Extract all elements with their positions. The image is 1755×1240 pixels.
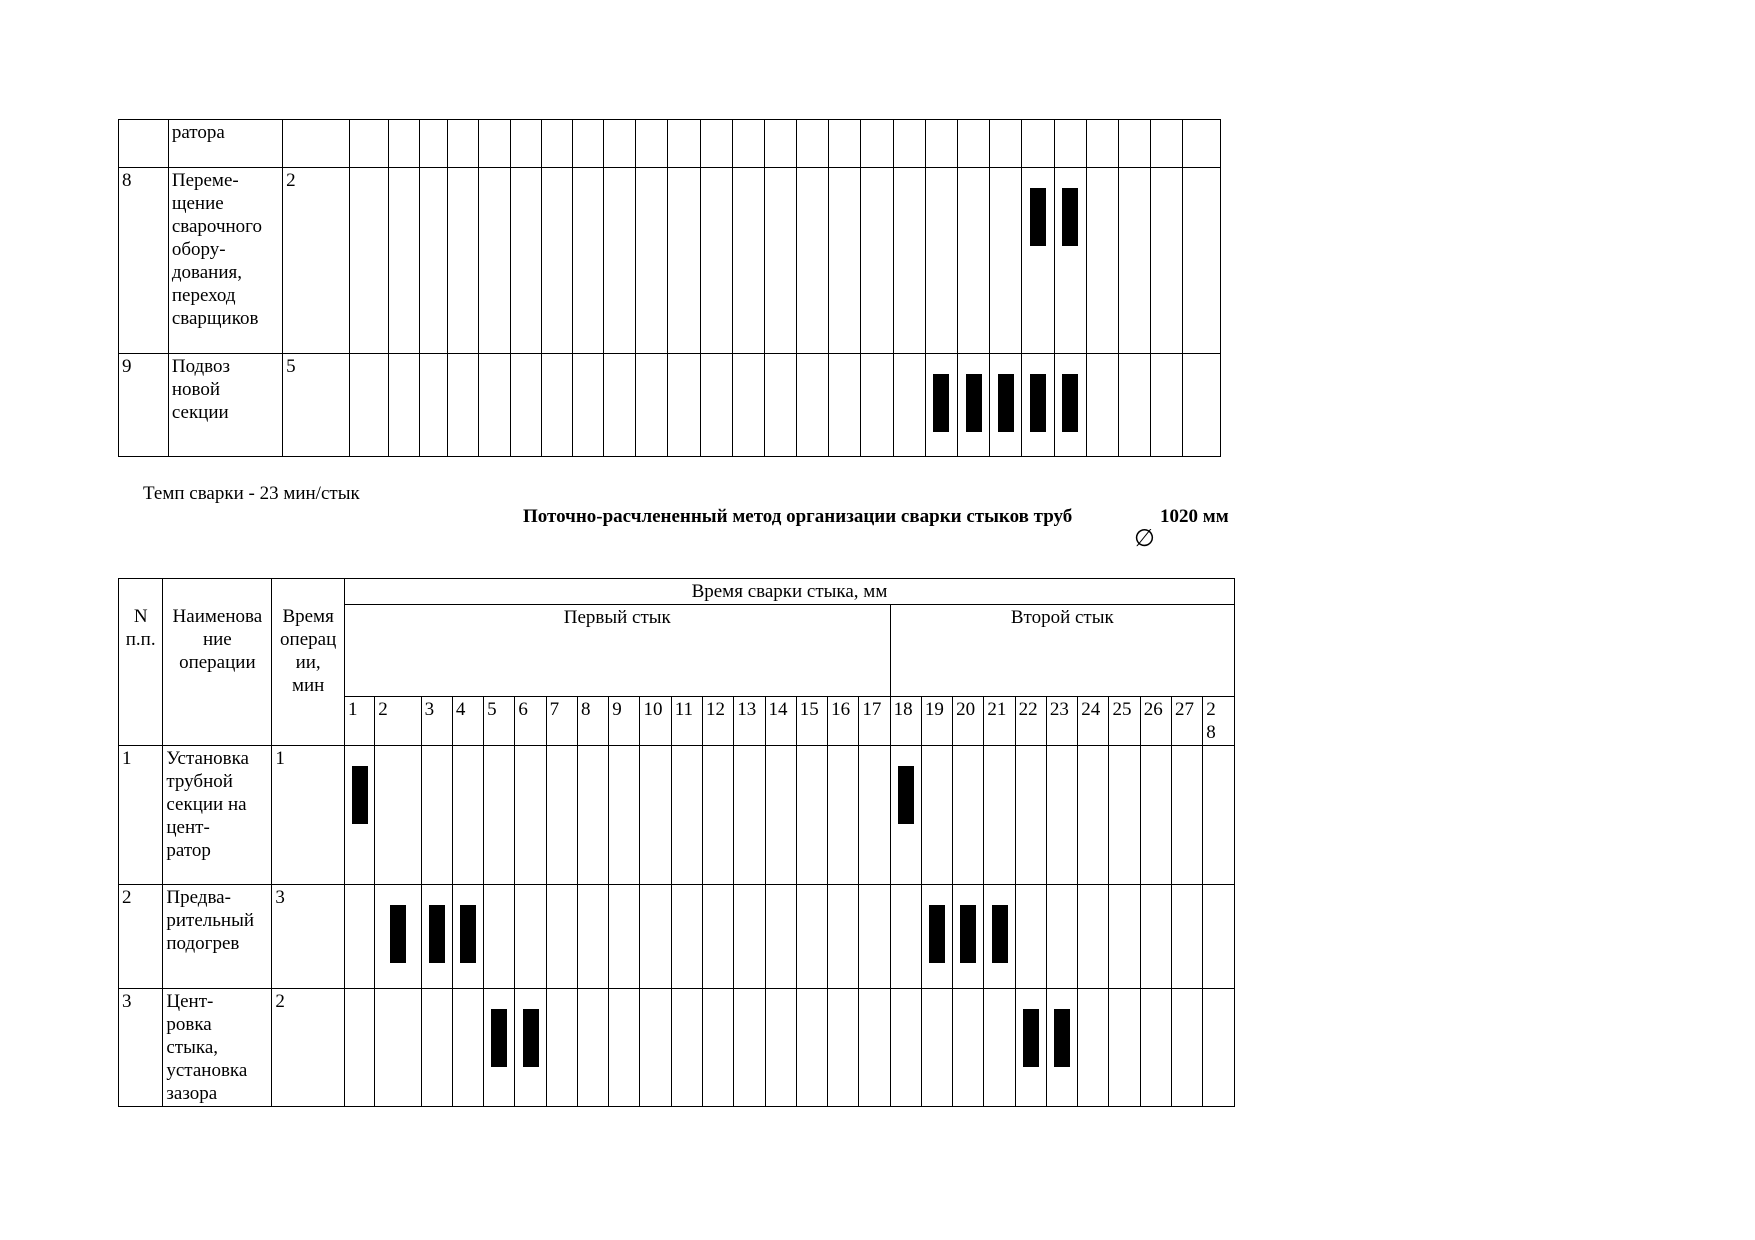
pipe-diameter: 1020 мм (1160, 506, 1229, 527)
gantt-bar (1062, 374, 1078, 432)
operation-name: Подвоз новой секции (168, 354, 282, 457)
time-cell-22 (1022, 120, 1054, 168)
time-cell-4 (448, 354, 479, 457)
column-number: 10 (640, 697, 671, 746)
gantt-bar (1030, 374, 1046, 432)
time-cell-11 (671, 885, 702, 989)
time-cell-2 (389, 120, 420, 168)
gantt-bar (960, 905, 976, 963)
gantt-bar (491, 1009, 507, 1067)
time-cell-28 (1203, 885, 1235, 989)
time-cell-4 (448, 120, 479, 168)
time-cell-11 (668, 168, 700, 354)
time-cell-9 (609, 989, 640, 1107)
time-cell-8 (577, 989, 608, 1107)
gantt-bar (390, 905, 406, 963)
time-cell-19 (921, 885, 952, 989)
time-cell-25 (1109, 885, 1140, 989)
main-schedule-table (118, 578, 1235, 1107)
column-number: 24 (1078, 697, 1109, 746)
gantt-bar (929, 905, 945, 963)
time-cell-11 (668, 354, 700, 457)
gantt-bar (998, 374, 1014, 432)
time-cell-7 (541, 354, 572, 457)
time-cell-27 (1171, 885, 1202, 989)
time-cell-13 (732, 120, 764, 168)
time-cell-25 (1109, 989, 1140, 1107)
time-cell-2 (375, 746, 421, 885)
time-cell-14 (765, 989, 796, 1107)
column-number: 3 (421, 697, 452, 746)
time-cell-10 (636, 168, 668, 354)
time-cell-12 (700, 168, 732, 354)
time-cell-10 (640, 989, 671, 1107)
table-row (119, 120, 1221, 168)
time-cell-8 (577, 885, 608, 989)
time-cell-5 (484, 885, 515, 989)
time-cell-8 (577, 746, 608, 885)
time-cell-7 (546, 746, 577, 885)
time-cell-1 (349, 120, 388, 168)
time-cell-10 (636, 354, 668, 457)
time-cell-14 (765, 885, 796, 989)
time-cell-2 (389, 354, 420, 457)
time-cell-15 (796, 885, 827, 989)
time-cell-1 (344, 989, 374, 1107)
time-cell-16 (828, 989, 859, 1107)
time-cell-19 (925, 354, 957, 457)
time-cell-18 (893, 354, 925, 457)
time-cell-5 (479, 354, 510, 457)
operation-name: Цент- ровка стыка, установка зазора (163, 989, 272, 1107)
gantt-bar (992, 905, 1008, 963)
time-cell-22 (1015, 746, 1046, 885)
time-cell-22 (1015, 885, 1046, 989)
header-second-joint: Второй стык (890, 605, 1234, 697)
time-cell-27 (1183, 354, 1221, 457)
gantt-bar (523, 1009, 539, 1067)
time-cell-8 (572, 354, 603, 457)
header-number: N п.п. (119, 579, 163, 746)
column-number: 8 (577, 697, 608, 746)
time-cell-25 (1118, 354, 1150, 457)
time-cell-13 (732, 354, 764, 457)
time-cell-9 (609, 746, 640, 885)
time-cell-11 (668, 120, 700, 168)
time-cell-24 (1078, 746, 1109, 885)
time-cell-16 (829, 120, 861, 168)
time-cell-16 (829, 168, 861, 354)
time-cell-2 (389, 168, 420, 354)
time-cell-13 (734, 989, 765, 1107)
time-cell-24 (1086, 168, 1118, 354)
time-cell-13 (734, 746, 765, 885)
time-cell-25 (1118, 168, 1150, 354)
table-row (119, 885, 1235, 989)
diameter-symbol: ∅ (1134, 526, 1155, 552)
column-number: 12 (703, 697, 734, 746)
column-number: 16 (828, 697, 859, 746)
operation-time: 3 (272, 885, 345, 989)
time-cell-17 (859, 746, 890, 885)
gantt-bar (460, 905, 476, 963)
header-operation-time: Время операц ии, мин (272, 579, 345, 746)
time-cell-20 (958, 354, 990, 457)
time-cell-9 (603, 168, 635, 354)
time-cell-7 (541, 120, 572, 168)
header-operation-name: Наименова ние операции (163, 579, 272, 746)
operation-name: ратора (168, 120, 282, 168)
time-cell-21 (984, 746, 1015, 885)
time-cell-4 (452, 989, 483, 1107)
time-cell-20 (953, 989, 984, 1107)
time-cell-27 (1171, 989, 1202, 1107)
time-cell-23 (1046, 989, 1077, 1107)
time-cell-21 (984, 989, 1015, 1107)
time-cell-1 (344, 885, 374, 989)
time-cell-6 (510, 168, 541, 354)
time-cell-6 (510, 354, 541, 457)
operation-name: Переме- щение сварочного обору- дования, переход сварщиков (168, 168, 282, 354)
time-cell-14 (764, 354, 796, 457)
time-cell-12 (703, 746, 734, 885)
time-cell-13 (734, 885, 765, 989)
column-number: 15 (796, 697, 827, 746)
time-cell-4 (452, 746, 483, 885)
time-cell-20 (953, 746, 984, 885)
time-cell-23 (1054, 120, 1086, 168)
time-cell-23 (1054, 354, 1086, 457)
time-cell-18 (893, 120, 925, 168)
column-number: 4 (452, 697, 483, 746)
time-cell-16 (829, 354, 861, 457)
operation-name: Установка трубной секции на цент- ратор (163, 746, 272, 885)
time-cell-22 (1022, 354, 1054, 457)
column-number: 21 (984, 697, 1015, 746)
time-cell-5 (484, 746, 515, 885)
time-cell-23 (1046, 885, 1077, 989)
time-cell-20 (958, 168, 990, 354)
time-cell-26 (1151, 168, 1183, 354)
time-cell-19 (925, 120, 957, 168)
time-cell-26 (1151, 120, 1183, 168)
column-number: 17 (859, 697, 890, 746)
gantt-bar (966, 374, 982, 432)
time-cell-3 (421, 989, 452, 1107)
row-number: 8 (119, 168, 169, 354)
time-cell-23 (1046, 746, 1077, 885)
row-number: 1 (119, 746, 163, 885)
time-cell-12 (703, 885, 734, 989)
time-cell-17 (861, 168, 893, 354)
time-cell-26 (1140, 885, 1171, 989)
column-number: 13 (734, 697, 765, 746)
time-cell-26 (1140, 746, 1171, 885)
column-number: 2 (375, 697, 421, 746)
time-cell-9 (603, 120, 635, 168)
gantt-bar (1062, 188, 1078, 246)
time-cell-10 (640, 885, 671, 989)
time-cell-9 (603, 354, 635, 457)
operation-name: Предва- рительный подогрев (163, 885, 272, 989)
time-cell-14 (765, 746, 796, 885)
gantt-bar (352, 766, 368, 824)
time-cell-21 (990, 120, 1022, 168)
time-cell-24 (1086, 354, 1118, 457)
time-cell-3 (421, 885, 452, 989)
time-cell-1 (344, 746, 374, 885)
time-cell-7 (541, 168, 572, 354)
time-cell-14 (764, 168, 796, 354)
time-cell-2 (375, 885, 421, 989)
time-cell-8 (572, 168, 603, 354)
column-number: 2 8 (1203, 697, 1235, 746)
time-cell-28 (1203, 989, 1235, 1107)
time-cell-17 (861, 120, 893, 168)
column-number: 11 (671, 697, 702, 746)
time-cell-3 (420, 168, 448, 354)
header-welding-time: Время сварки стыка, мм (344, 579, 1234, 605)
time-cell-12 (700, 120, 732, 168)
time-cell-18 (890, 885, 921, 989)
time-cell-16 (828, 746, 859, 885)
time-cell-5 (484, 989, 515, 1107)
table-row (119, 989, 1235, 1107)
time-cell-20 (953, 885, 984, 989)
time-cell-4 (452, 885, 483, 989)
time-cell-21 (984, 885, 1015, 989)
page-title (523, 505, 1072, 528)
column-number: 9 (609, 697, 640, 746)
column-number: 14 (765, 697, 796, 746)
operation-time: 5 (283, 354, 349, 457)
column-number: 22 (1015, 697, 1046, 746)
time-cell-15 (797, 168, 829, 354)
operation-time: 2 (272, 989, 345, 1107)
time-cell-24 (1078, 989, 1109, 1107)
time-cell-2 (375, 989, 421, 1107)
time-cell-4 (448, 168, 479, 354)
column-number: 20 (953, 697, 984, 746)
time-cell-19 (921, 746, 952, 885)
time-cell-26 (1140, 989, 1171, 1107)
time-cell-7 (546, 885, 577, 989)
time-cell-17 (859, 885, 890, 989)
gantt-bar (429, 905, 445, 963)
time-cell-10 (636, 120, 668, 168)
time-cell-28 (1203, 746, 1235, 885)
time-cell-15 (797, 354, 829, 457)
gantt-bar (898, 766, 914, 824)
time-cell-5 (479, 120, 510, 168)
time-cell-24 (1086, 120, 1118, 168)
top-schedule-table (118, 119, 1221, 457)
time-cell-21 (990, 354, 1022, 457)
gantt-bar (933, 374, 949, 432)
time-cell-13 (732, 168, 764, 354)
time-cell-8 (572, 120, 603, 168)
column-number: 7 (546, 697, 577, 746)
row-number: 2 (119, 885, 163, 989)
column-number: 19 (921, 697, 952, 746)
time-cell-18 (893, 168, 925, 354)
column-number: 23 (1046, 697, 1077, 746)
time-cell-25 (1118, 120, 1150, 168)
row-number: 9 (119, 354, 169, 457)
time-cell-27 (1183, 120, 1221, 168)
time-cell-14 (764, 120, 796, 168)
time-cell-11 (671, 989, 702, 1107)
time-cell-15 (796, 989, 827, 1107)
time-cell-18 (890, 746, 921, 885)
header-first-joint: Первый стык (344, 605, 890, 697)
gantt-bar (1054, 1009, 1070, 1067)
gantt-bar (1030, 188, 1046, 246)
time-cell-16 (828, 885, 859, 989)
operation-time (283, 120, 349, 168)
row-number (119, 120, 169, 168)
time-cell-9 (609, 885, 640, 989)
time-cell-6 (510, 120, 541, 168)
time-cell-24 (1078, 885, 1109, 989)
column-number: 27 (1171, 697, 1202, 746)
time-cell-23 (1054, 168, 1086, 354)
time-cell-20 (958, 120, 990, 168)
gantt-bar (1023, 1009, 1039, 1067)
time-cell-1 (349, 354, 388, 457)
time-cell-21 (990, 168, 1022, 354)
operation-time: 1 (272, 746, 345, 885)
time-cell-7 (546, 989, 577, 1107)
time-cell-12 (700, 354, 732, 457)
time-cell-6 (515, 885, 546, 989)
time-cell-1 (349, 168, 388, 354)
time-cell-6 (515, 746, 546, 885)
row-number: 3 (119, 989, 163, 1107)
time-cell-27 (1171, 746, 1202, 885)
table-row (119, 746, 1235, 885)
time-cell-17 (861, 354, 893, 457)
time-cell-12 (703, 989, 734, 1107)
operation-time: 2 (283, 168, 349, 354)
table-row (119, 168, 1221, 354)
column-number: 18 (890, 697, 921, 746)
time-cell-22 (1015, 989, 1046, 1107)
time-cell-11 (671, 746, 702, 885)
time-cell-15 (796, 746, 827, 885)
time-cell-5 (479, 168, 510, 354)
time-cell-22 (1022, 168, 1054, 354)
time-cell-15 (797, 120, 829, 168)
header-row-group (119, 579, 1235, 605)
time-cell-26 (1151, 354, 1183, 457)
time-cell-18 (890, 989, 921, 1107)
time-cell-25 (1109, 746, 1140, 885)
time-cell-3 (420, 120, 448, 168)
column-number: 6 (515, 697, 546, 746)
time-cell-17 (859, 989, 890, 1107)
time-cell-6 (515, 989, 546, 1107)
time-cell-27 (1183, 168, 1221, 354)
column-number: 5 (484, 697, 515, 746)
time-cell-3 (420, 354, 448, 457)
time-cell-3 (421, 746, 452, 885)
time-cell-19 (925, 168, 957, 354)
time-cell-19 (921, 989, 952, 1107)
column-number: 25 (1109, 697, 1140, 746)
welding-tempo-note: Темп сварки - 23 мин/стык (143, 483, 360, 504)
title-text: Поточно-расчлененный метод организации сварки стыков труб (523, 506, 1073, 527)
column-number: 1 (344, 697, 374, 746)
column-number: 26 (1140, 697, 1171, 746)
time-cell-10 (640, 746, 671, 885)
table-row (119, 354, 1221, 457)
